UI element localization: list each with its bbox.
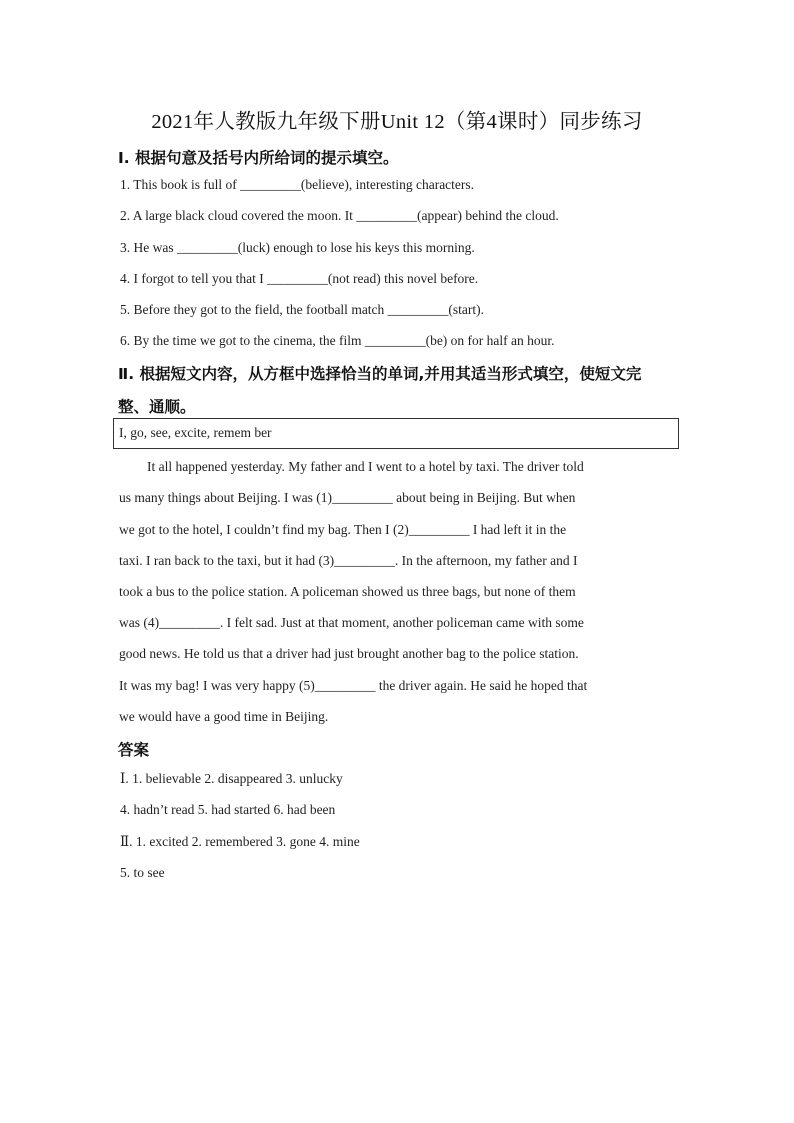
passage-line-7: good news. He told us that a driver had just brought another bag to the police station. <box>119 646 579 661</box>
question-3: 3. He was _________(luck) enough to lose his keys this morning. <box>120 240 475 255</box>
question-2: 2. A large black cloud covered the moon. It _________(appear) behind the cloud. <box>120 208 559 223</box>
answer-line-3: Ⅱ. 1. excited 2. remembered 3. gone 4. mine <box>120 834 360 849</box>
passage-line-8: It was my bag! I was very happy (5)_________ the driver again. He said he hoped that <box>119 678 588 693</box>
part1-heading: Ⅰ. 根据句意及括号内所给词的提示填空。 <box>118 149 399 167</box>
passage-line-1: It all happened yesterday. My father and I went to a hotel by taxi. The driver told <box>147 459 584 474</box>
passage-line-9: we would have a good time in Beijing. <box>119 709 329 724</box>
part2-heading-line1: Ⅱ. 根据短文内容，从方框中选择恰当的单词,并用其适当形式填空，使短文完 <box>118 365 642 383</box>
question-6: 6. By the time we got to the cinema, the film _________(be) on for half an hour. <box>120 333 555 348</box>
question-1: 1. This book is full of _________(believe), interesting characters. <box>120 177 475 192</box>
passage-line-2: us many things about Beijing. I was (1)_________ about being in Beijing. But when <box>119 490 576 505</box>
word-box: I, go, see, excite, remem ber <box>113 418 679 449</box>
part2-heading-line2: 整、通顺。 <box>118 398 196 416</box>
question-5: 5. Before they got to the field, the football match _________(start). <box>120 302 485 317</box>
passage-line-5: took a bus to the police station. A policeman showed us three bags, but none of them <box>119 584 576 599</box>
answer-line-4: 5. to see <box>120 865 165 880</box>
answer-line-1: Ⅰ. 1. believable 2. disappeared 3. unlucky <box>120 771 343 786</box>
document-title: 2021年人教版九年级下册Unit 12（第4课时）同步练习 <box>151 111 643 133</box>
passage-line-3: we got to the hotel, I couldn’t find my bag. Then I (2)_________ I had left it in the <box>119 522 567 537</box>
answers-heading: 答案 <box>118 741 150 759</box>
answer-line-2: 4. hadn’t read 5. had started 6. had been <box>120 802 336 817</box>
passage-line-4: taxi. I ran back to the taxi, but it had (3)_________. In the afternoon, my father and I <box>119 553 578 568</box>
passage-line-6: was (4)_________. I felt sad. Just at that moment, another policeman came with some <box>119 615 584 630</box>
question-4: 4. I forgot to tell you that I _________(not read) this novel before. <box>120 271 479 286</box>
